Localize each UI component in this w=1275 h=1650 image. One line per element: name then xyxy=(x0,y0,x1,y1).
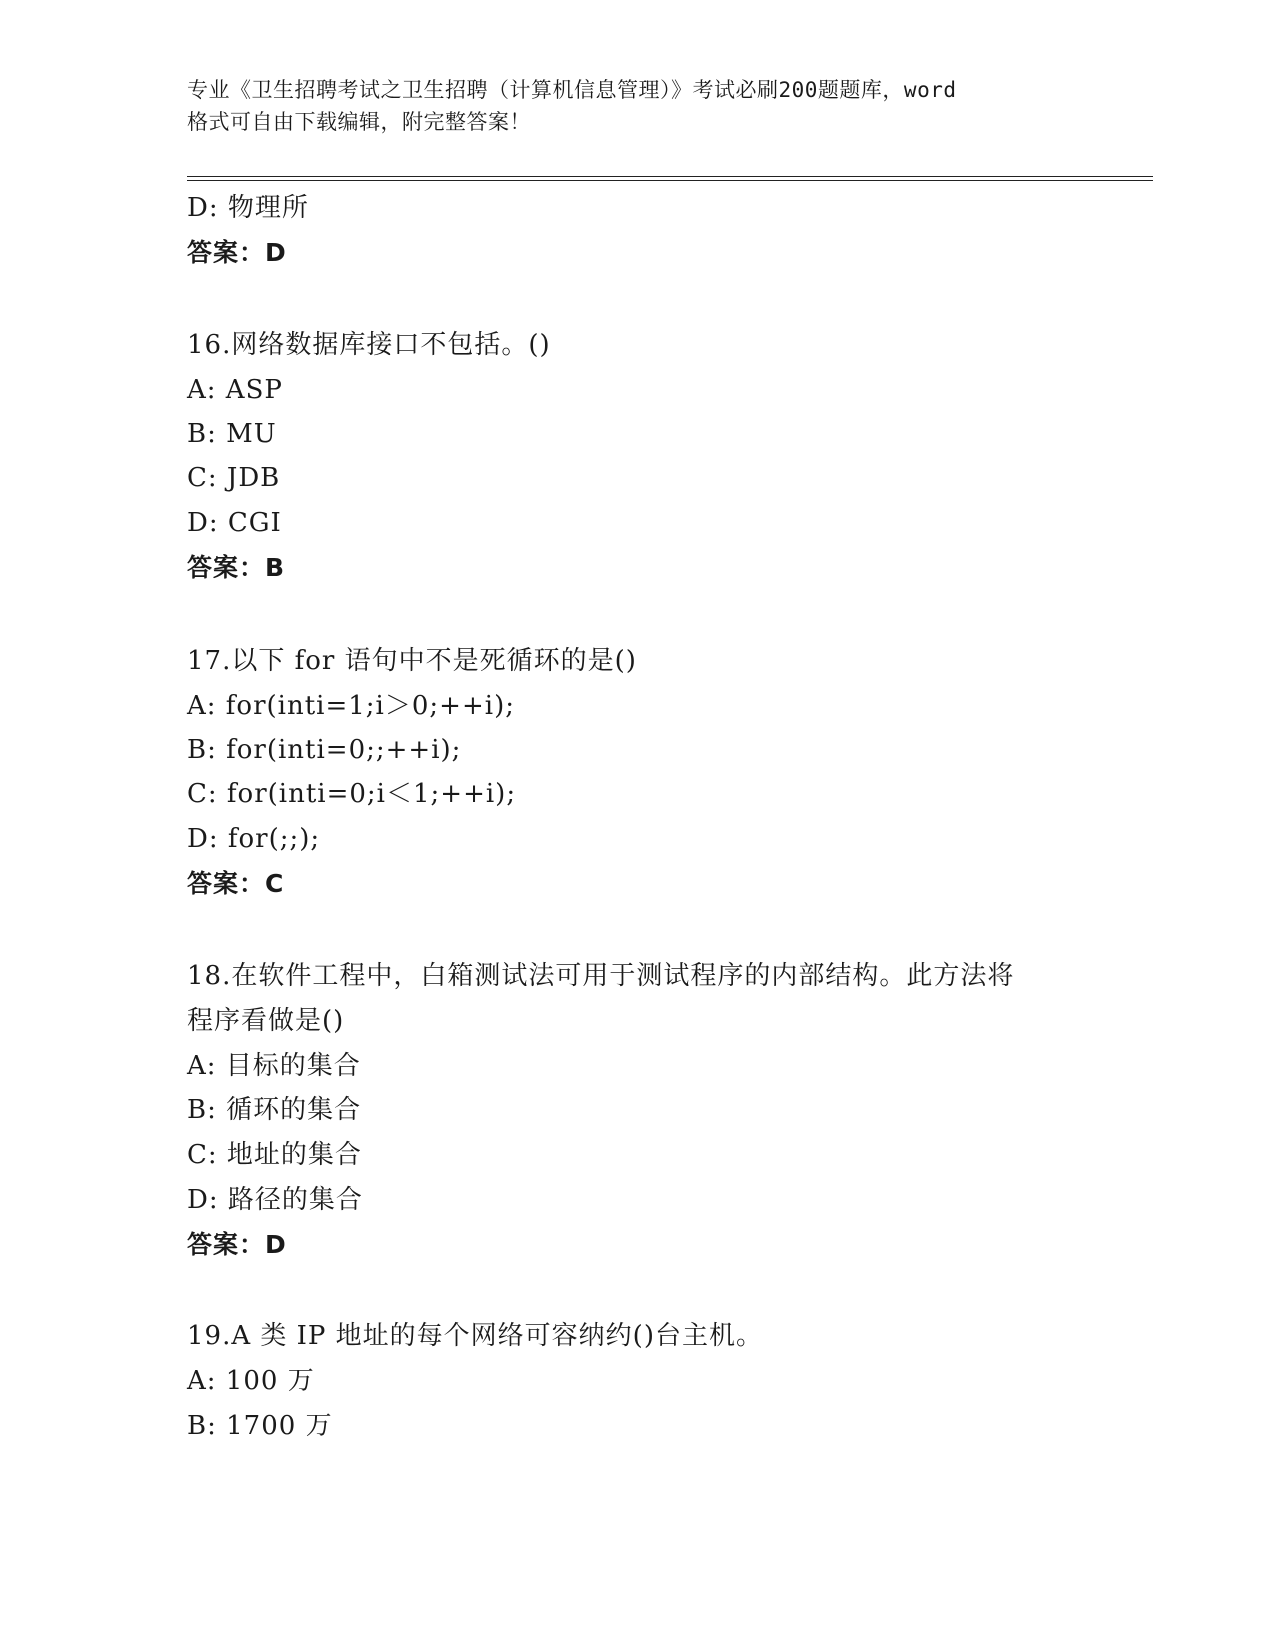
prev-question-option-d: D: 物理所 xyxy=(187,193,309,223)
question-18-option-b: B: 循环的集合 xyxy=(187,1095,362,1125)
question-18-stem-line-2: 程序看做是() xyxy=(187,1006,345,1036)
question-17-option-a: A: for(inti=1;i＞0;++i); xyxy=(187,691,515,721)
question-18-option-a: A: 目标的集合 xyxy=(187,1051,361,1081)
question-16-option-b: B: MU xyxy=(187,419,277,449)
question-19-stem: 19.A 类 IP 地址的每个网络可容纳约()台主机。 xyxy=(187,1321,763,1351)
question-18-answer: 答案：D xyxy=(187,1230,287,1259)
header-line-1: 专业《卫生招聘考试之卫生招聘（计算机信息管理）》考试必刷200题题库，word xyxy=(187,78,957,102)
question-16-option-a: A: ASP xyxy=(187,375,283,405)
question-17-answer: 答案：C xyxy=(187,869,285,898)
header-divider-top xyxy=(187,176,1153,177)
question-17-option-b: B: for(inti=0;;++i); xyxy=(187,735,462,765)
prev-question-answer: 答案：D xyxy=(187,238,287,267)
question-18-option-c: C: 地址的集合 xyxy=(187,1140,362,1170)
question-16-stem: 16.网络数据库接口不包括。() xyxy=(187,330,551,360)
header-divider-bottom xyxy=(187,180,1153,181)
header-line-2: 格式可自由下载编辑，附完整答案！ xyxy=(187,110,531,134)
question-18-option-d: D: 路径的集合 xyxy=(187,1185,363,1215)
document-header xyxy=(187,74,1087,138)
question-17-stem: 17.以下 for 语句中不是死循环的是() xyxy=(187,646,637,676)
question-17-option-d: D: for(;;); xyxy=(187,824,321,854)
question-17-option-c: C: for(inti=0;i＜1;++i); xyxy=(187,779,517,809)
question-19-option-a: A: 100 万 xyxy=(187,1366,315,1396)
question-18-stem-line-1: 18.在软件工程中，白箱测试法可用于测试程序的内部结构。此方法将 xyxy=(187,961,1015,991)
question-16-option-c: C: JDB xyxy=(187,463,281,493)
question-19-option-b: B: 1700 万 xyxy=(187,1411,333,1441)
question-16-option-d: D: CGI xyxy=(187,508,282,538)
question-16-answer: 答案：B xyxy=(187,553,286,582)
